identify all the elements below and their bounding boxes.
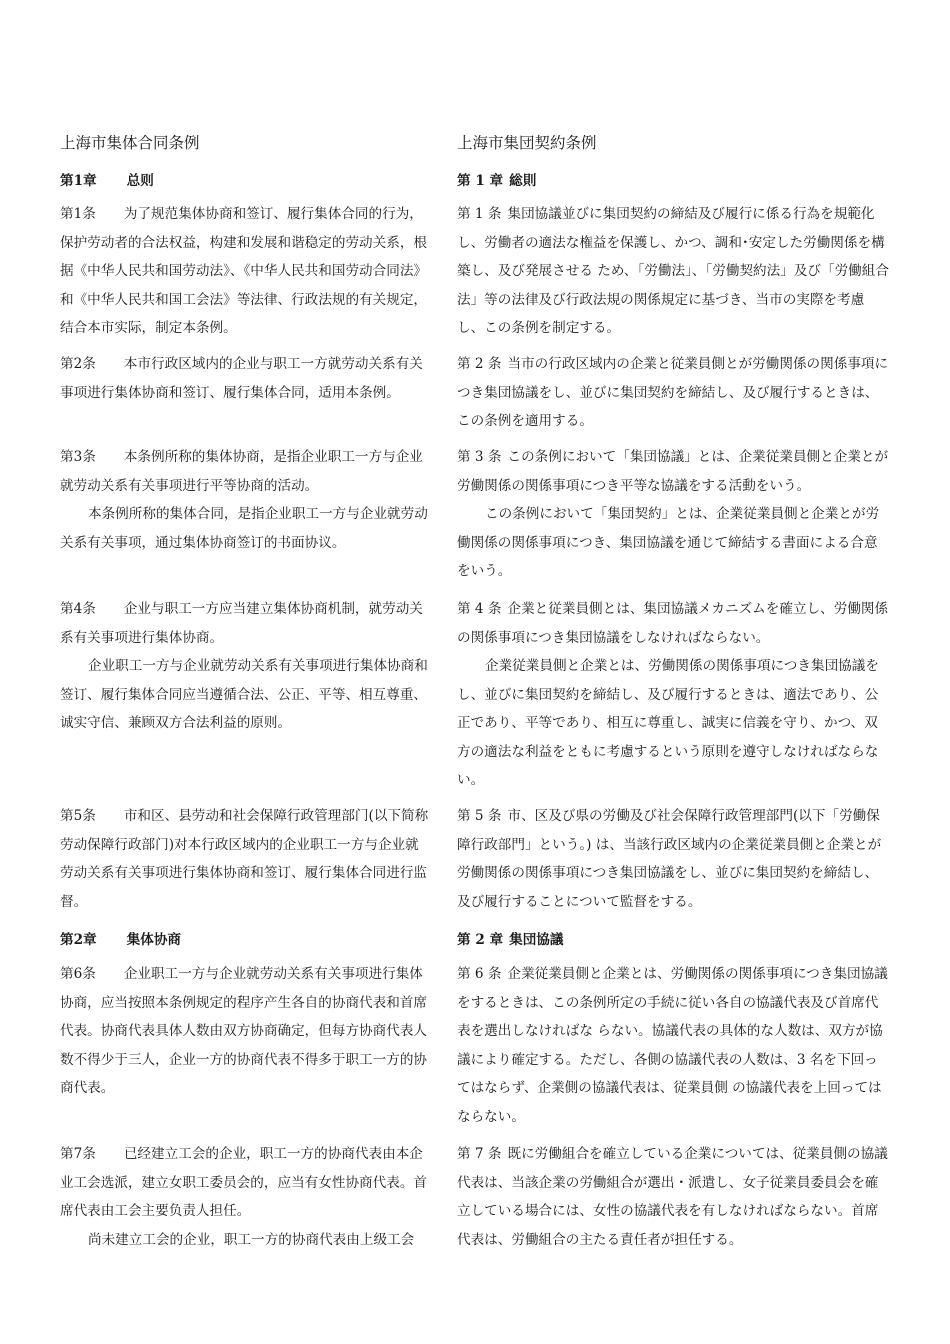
- article-paragraph-2: 企业职工一方与企业就劳动关系有关事项进行集体协商和签订、履行集体合同应当遵循合法、公正、平等、相互尊重、诚实守信、兼顾双方合法利益的原则。: [60, 658, 428, 731]
- jp-doc-title: 上海市集団契約条例: [457, 134, 597, 152]
- article-num: 第2条: [60, 356, 96, 372]
- article-text: 集団協議並びに集団契約の締結及び履行に係る行為を規範化し、労働者の適法な権益を保護し、かつ、調和･安定した労働関係を構築し、及び発展させる ため、「労働法」、「労働契約法」及び「労働組合法」等の法律及び行政法規の関係規定に基づき、当市の実際を考慮し、この条例を制定する。: [457, 206, 889, 336]
- article-num: 第 4 条: [457, 601, 502, 617]
- cn-article-2: [60, 350, 432, 407]
- article-num: 第 3 条: [457, 449, 502, 465]
- article-text: 既に労働組合を確立している企業については、従業員側の協議代表は、当該企業の労働組合が選出・派遣し、女子従業員委員会を確立している場合には、女性の協議代表を有しなければならない。首席代表は、労働組合の主たる責任者が担任する。: [457, 1146, 888, 1248]
- jp-chapter-2-num: 第 2 章: [457, 932, 504, 948]
- article-num: 第1条: [60, 206, 96, 222]
- article-text: 企業と従業員側とは、集団協議メカニズムを確立し、労働関係の関係事項につき集団協議をしなければならない。: [457, 601, 889, 646]
- article-text: 已经建立工会的企业，职工一方的协商代表由本企业工会选派，建立女职工委员会的，应当有女性协商代表。首席代表由工会主要负责人担任。: [60, 1146, 428, 1219]
- article-text: 本条例所称的集体协商，是指企业职工一方与企业就劳动关系有关事项进行平等协商的活动。: [60, 449, 423, 494]
- jp-chapter-1-name: 総則: [509, 173, 537, 189]
- article-num: 第4条: [60, 601, 96, 617]
- article-num: 第 6 条: [457, 966, 502, 982]
- jp-article-1: [457, 200, 890, 343]
- article-num: 第5条: [60, 808, 96, 824]
- cn-chapter-2-num: 第2章: [60, 932, 97, 948]
- cn-article-3: [60, 443, 432, 557]
- article-num: 第 7 条: [457, 1146, 502, 1162]
- jp-article-5: [457, 802, 890, 916]
- article-text: 市、区及び県の労働及び社会保障行政管理部門(以下「労働保障行政部門」という。) は、当該行政区域内の企業従業員側と企業とが労働関係の関係事項につき集団協議をし、並びに集団契約を締結し、及び履行することについて監督をする。: [457, 808, 882, 910]
- article-text: 市和区、县劳动和社会保障行政管理部门(以下简称劳动保障行政部门)对本行政区域内的企业职工一方与企业就劳动关系有关事项进行集体协商和签订、履行集体合同进行监督。: [60, 808, 429, 910]
- cn-article-5: [60, 802, 432, 916]
- cn-doc-title: 上海市集体合同条例: [60, 134, 200, 152]
- article-text: 当市の行政区域内の企業と従業員側とが労働関係の関係事項につき集団協議をし、並びに集団契約を締結し、及び履行するときは、この条例を適用する。: [457, 356, 889, 429]
- cn-chapter-1-num: 第1章: [60, 173, 97, 189]
- article-num: 第3条: [60, 449, 96, 465]
- article-text: 企业职工一方与企业就劳动关系有关事项进行集体协商，应当按照本条例规定的程序产生各自的协商代表和首席代表。协商代表具体人数由双方协商确定，但每方协商代表人数不得少于三人，企业一方的协商代表不得多于职工一方的协商代表。: [60, 966, 428, 1096]
- cn-chapter-1-heading: [60, 170, 432, 192]
- article-paragraph-2: この条例において「集団契約」とは、企業従業員側と企業とが労働関係の関係事項につき、集団協議を通じて締結する書面による合意をいう。: [457, 506, 880, 579]
- article-text: この条例において「集団協議」とは、企業従業員側と企業とが労働関係の関係事項につき平等な協議をする活動をいう。: [457, 449, 889, 494]
- article-num: 第 1 条: [457, 206, 502, 222]
- jp-article-6: [457, 960, 890, 1131]
- jp-chapter-1-num: 第 1 章: [457, 173, 504, 189]
- jp-chapter-1-heading: [457, 170, 890, 192]
- cn-chapter-1-name: 总则: [126, 173, 154, 189]
- jp-chapter-2-heading: [457, 929, 890, 951]
- article-paragraph-2: 企業従業員側と企業とは、労働関係の関係事項につき集団協議をし、並びに集団契約を締結し、及び履行するときは、適法であり、公正であり、平等であり、相互に尊重し、誠実に信義を守り、かつ、双方の適法な利益をともに考慮するという原則を遵守しなければならない。: [457, 658, 879, 788]
- cn-article-1: [60, 200, 432, 343]
- article-num: 第 5 条: [457, 808, 502, 824]
- jp-chapter-2-name: 集団協議: [509, 932, 564, 948]
- article-text: 为了规范集体协商和签订、履行集体合同的行为，保护劳动者的合法权益，构建和发展和谐稳定的劳动关系，根据《中华人民共和国劳动法》、《中华人民共和国劳动合同法》和《中华人民共和国工会法》等法律、行政法规的有关规定，结合本市实际，制定本条例。: [60, 206, 428, 336]
- article-num: 第6条: [60, 966, 96, 982]
- article-paragraph-2: 本条例所称的集体合同，是指企业职工一方与企业就劳动关系有关事项，通过集体协商签订的书面协议。: [60, 506, 428, 551]
- article-text: 本市行政区域内的企业与职工一方就劳动关系有关事项进行集体协商和签订、履行集体合同，适用本条例。: [60, 356, 423, 401]
- article-text: 企业与职工一方应当建立集体协商机制，就劳动关系有关事项进行集体协商。: [60, 601, 423, 646]
- jp-article-3: [457, 443, 890, 586]
- article-text: 企業従業員側と企業とは、労働関係の関係事項につき集団協議をするときは、この条例所定の手続に従い各自の協議代表及び首席代表を選出しなければな らない。協議代表の具体的な人数は、双方が協議により確定する。ただし、各側の協議代表の人数は、3 名を下回ってはならず、企業側の協議代表は、従業員側 の協議代表を上回ってはならない。: [457, 966, 888, 1125]
- cn-article-4: [60, 595, 432, 738]
- article-paragraph-2: 尚未建立工会的企业，职工一方的协商代表由上级工会: [88, 1231, 415, 1248]
- jp-article-7: [457, 1140, 890, 1254]
- cn-chapter-2-heading: [60, 929, 432, 951]
- cn-article-6: [60, 960, 432, 1103]
- cn-article-7: [60, 1140, 432, 1254]
- article-num: 第 2 条: [457, 356, 502, 372]
- jp-article-4: [457, 595, 890, 795]
- cn-chapter-2-name: 集体协商: [126, 932, 182, 948]
- jp-article-2: [457, 350, 890, 436]
- article-num: 第7条: [60, 1146, 96, 1162]
